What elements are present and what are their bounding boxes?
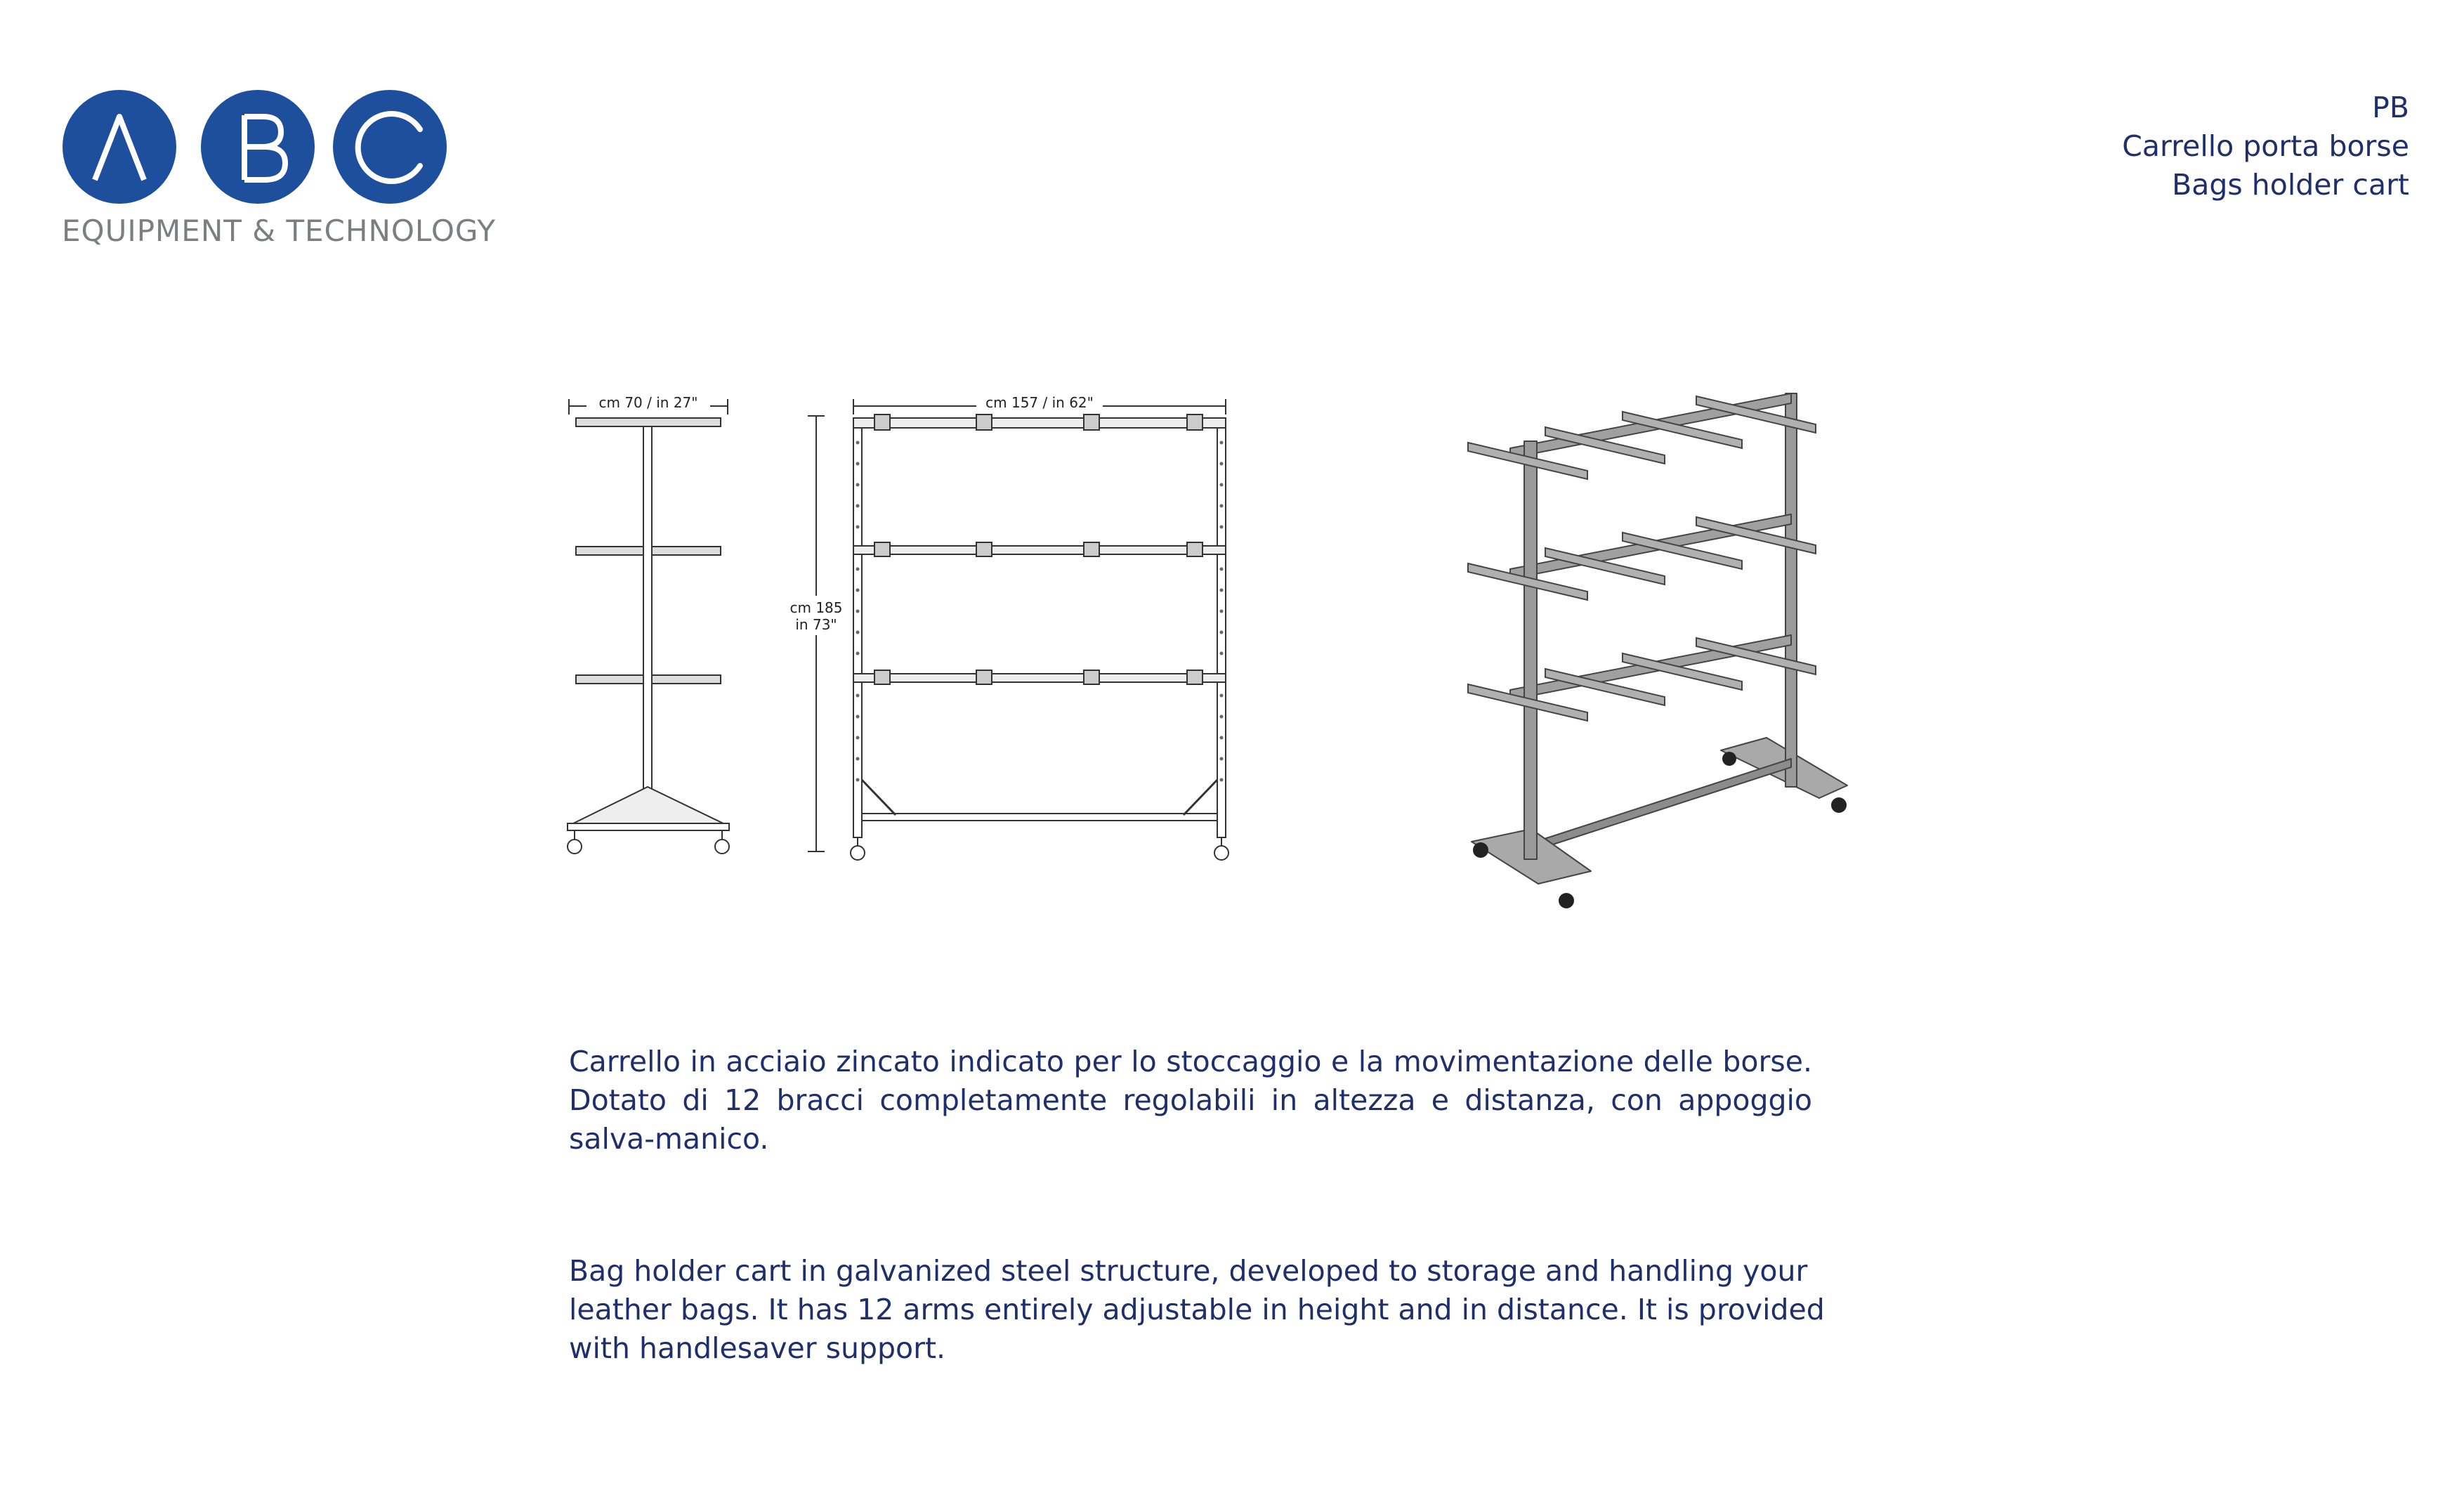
front-bar-middle: [853, 546, 1226, 554]
product-name-italian: Carrello porta borse: [2122, 129, 2409, 163]
description-italian: Carrello in acciaio zincato indicato per lo stoccaggio e la movimentazione delle borse. Dotato di 12 bracci completamente regolabili in altezza e distanza, con appoggio salva-manico.: [569, 1045, 1812, 1156]
product-name-english: Bags holder cart: [2172, 168, 2409, 202]
rear-upright: [1785, 393, 1797, 787]
front-upright-right: [1217, 418, 1226, 837]
height-in-label: in 73": [795, 616, 837, 633]
side-caster-right: [715, 840, 729, 854]
front-upright: [1524, 441, 1537, 859]
front-bar-bottom: [853, 674, 1226, 682]
company-logo: [62, 89, 496, 257]
logo-circle-c: [333, 90, 447, 204]
front-view-drawing: [766, 386, 1243, 864]
front-brace-right: [1184, 780, 1217, 815]
front-brace-left: [862, 780, 896, 815]
product-code: PB: [2372, 91, 2409, 124]
front-caster-left: [851, 846, 865, 860]
height-cm-label: cm 185: [789, 599, 843, 616]
side-width-label: cm 70 / in 27": [598, 394, 698, 411]
front-width-label: cm 157 / in 62": [985, 394, 1094, 411]
front-bar-top: [853, 418, 1226, 428]
front-base-bar: [862, 814, 1217, 821]
side-upright: [643, 426, 652, 802]
front-upright-holes: [856, 441, 1224, 782]
product-header: [2122, 89, 2409, 204]
logo-circles: [62, 89, 455, 208]
side-base: [569, 787, 728, 825]
cart-3d-render: [1454, 365, 1889, 927]
side-arm-top: [576, 418, 721, 426]
front-caster-right: [1214, 846, 1228, 860]
side-caster-left: [568, 840, 582, 854]
logo-subtitle: EQUIPMENT & TECHNOLOGY: [62, 214, 496, 248]
description-english: Bag holder cart in galvanized steel structure, developed to storage and handling your leather bags. It has 12 arms entirely adjustable in height and in distance. It is provided with handlesaver support.: [569, 1254, 1825, 1365]
side-view-drawing: [555, 386, 759, 864]
front-upright-left: [853, 418, 862, 837]
logo-circle-a: [63, 90, 176, 204]
bottom-long-bar: [1531, 759, 1791, 851]
